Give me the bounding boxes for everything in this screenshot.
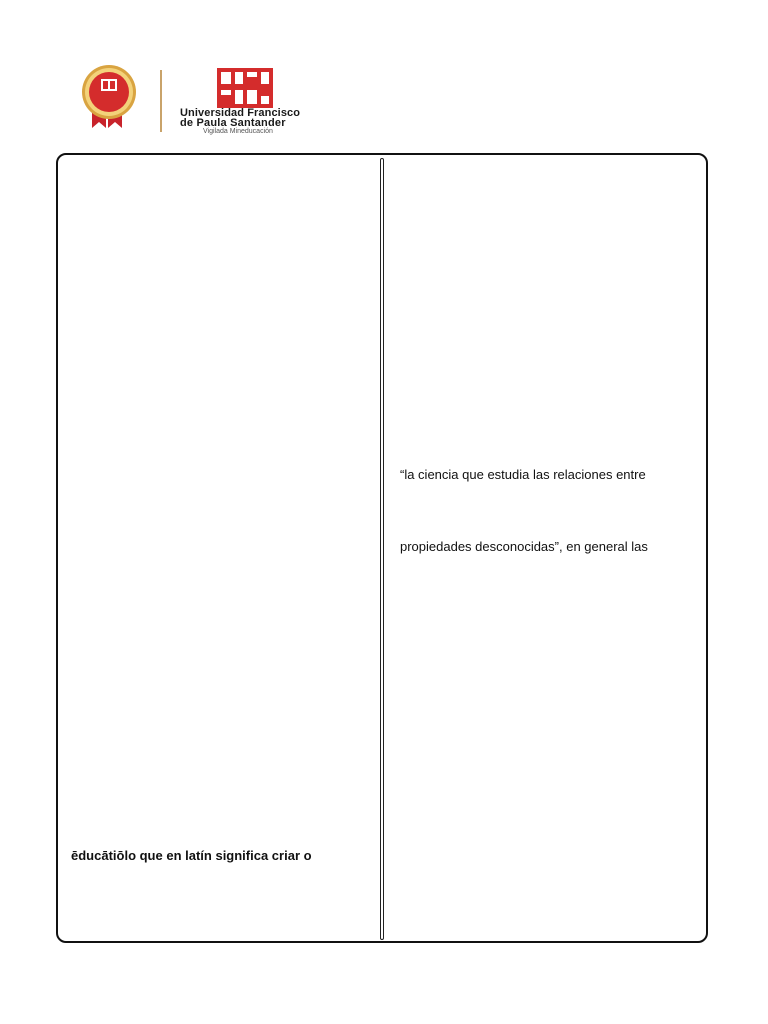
- university-name-line2: de Paula Santander: [180, 117, 286, 129]
- right-column-text-line-1: “la ciencia que estudia las relaciones entre: [400, 467, 646, 482]
- left-column-text: ēducātiōlo que en latín significa criar o: [71, 848, 312, 863]
- right-column-text-line-2: propiedades desconocidas”, en general las: [400, 539, 648, 554]
- header-logos: [70, 64, 320, 136]
- ufps-logo-icon: [217, 68, 273, 108]
- column-divider: [380, 158, 384, 940]
- accreditation-seal-icon: [70, 64, 148, 132]
- university-name-line1: Universidad Francisco: [180, 107, 301, 119]
- vigilada-text: Vigilada Mineducación: [203, 128, 273, 135]
- logo-divider: [160, 70, 162, 132]
